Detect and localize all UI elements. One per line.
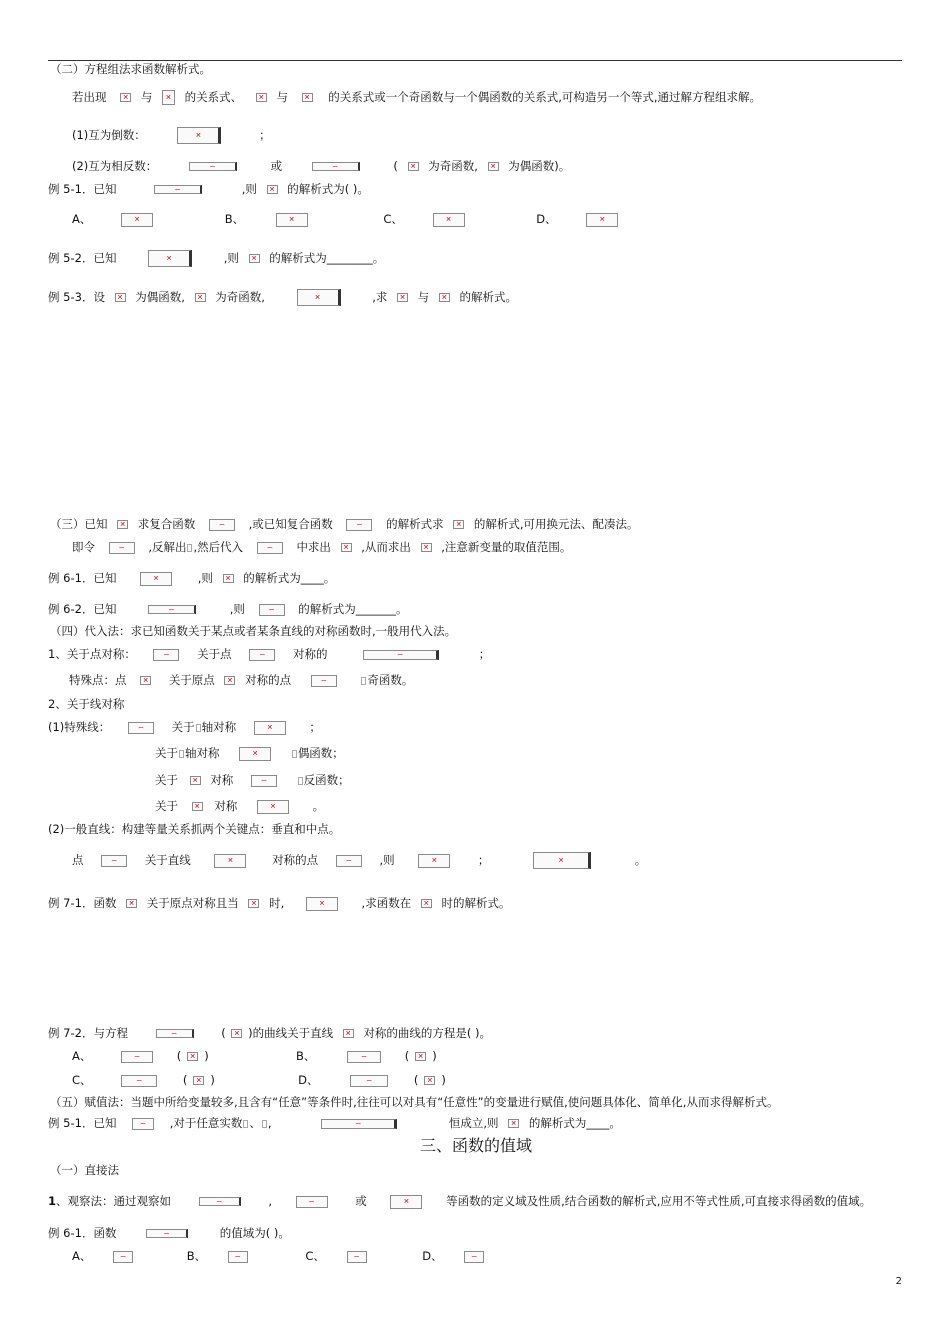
example-7-2: 例 7-2．与方程 ⌢ ( ✕ )的曲线关于直线 ✕ 对称的曲线的方程是( )。 — [48, 1025, 491, 1041]
example-7-1: 例 7-1．函数 ✕ 关于原点对称且当 ✕ 时, ✕ ,求函数在 ✕ 时的解析式。 — [48, 895, 511, 911]
formula-image — [408, 162, 419, 171]
special-line-y: 关于 轴对称 ✕ 偶函数； — [155, 745, 344, 761]
formula-image — [298, 777, 303, 785]
formula-image — [533, 852, 591, 869]
example-6-1-range-options: A、 ⌢ B、 ⌢ C、 ⌢ D、 ⌢ — [72, 1248, 484, 1264]
example-5-1: 例 5-1．已知 ⌢ ,则 ✕ 的解析式为( )。 — [48, 181, 369, 197]
special-line-yx: 关于 ✕ 对称 ⌢ 反函数； — [155, 772, 350, 788]
option-a-formula — [113, 1251, 133, 1263]
formula-image — [257, 542, 283, 554]
formula-image — [146, 1229, 188, 1238]
option-d-formula — [586, 213, 618, 227]
formula-image — [390, 1195, 422, 1209]
formula-image — [189, 162, 237, 171]
formula-image — [214, 854, 246, 868]
observation-method: 1、观察法：通过观察如 ⌢ , ⌢ 或 ✕ 等函数的定义域及性质,结合函数的解析式,应用不等式性质,可直接求得函数的值域。 — [48, 1193, 871, 1209]
formula-image — [421, 899, 432, 908]
option-c-formula — [347, 1251, 367, 1263]
option-d-formula — [350, 1075, 388, 1087]
formula-image — [193, 1076, 204, 1085]
formula-image — [154, 185, 202, 194]
formula-image — [262, 1120, 267, 1128]
example-5-3: 例 5-3．设 ✕ 为偶函数, ✕ 为奇函数, ✕ ,求 ✕ 与 ✕ 的解析式。 — [48, 289, 517, 306]
formula-image — [126, 899, 137, 908]
special-line-x: (1)特殊线： ⌢ 关于 轴对称 ✕ ； — [48, 719, 321, 735]
section-4-title: （四）代入法：求已知函数关于某点或者某条直线的对称函数时,一般用代入法。 — [50, 624, 457, 638]
example-7-2-options-ab: A、 ⌢ (✕ ) B、 ⌢ (✕ ) — [72, 1048, 437, 1064]
formula-image — [190, 776, 201, 785]
formula-image — [199, 1197, 241, 1206]
formula-image — [224, 676, 235, 685]
formula-image — [257, 800, 289, 814]
formula-image — [321, 1119, 397, 1129]
formula-image — [421, 543, 432, 552]
formula-image — [148, 250, 192, 267]
formula-image — [312, 162, 360, 171]
formula-image — [297, 289, 341, 306]
formula-image — [177, 127, 221, 144]
formula-image — [231, 1029, 242, 1038]
option-b-formula — [228, 1251, 248, 1263]
section-5-title: （五）赋值法：当题中所给变量较多,且含有“任意”等条件时,往往可以对具有“任意性”的变量进行赋值,使问题具体化、简单化,从而求得解析式。 — [50, 1095, 779, 1109]
section-2-title: （二）方程组法求函数解析式。 — [50, 62, 211, 76]
formula-image — [187, 544, 192, 552]
special-line-negyx: 关于 ✕ 对称 ✕ 。 — [155, 798, 324, 814]
formula-image — [117, 520, 128, 529]
formula-image — [153, 649, 179, 661]
formula-image — [453, 520, 464, 529]
formula-image — [132, 1118, 154, 1130]
example-5-1-options: A、 ✕ B、 ✕ C、 ✕ D、 ✕ — [72, 211, 618, 227]
formula-image — [254, 721, 286, 735]
section-3-title: （三）已知 ✕ 求复合函数 ⌢ ,或已知复合函数 ⌢ 的解析式求 ✕ 的解析式,可用换元法、配凑法。 — [50, 516, 639, 532]
option-a-formula — [121, 213, 153, 227]
formula-image — [267, 185, 278, 194]
formula-image — [341, 543, 352, 552]
formula-image — [239, 747, 271, 761]
example-5-2: 例 5-2．已知 ✕ ,则 ✕ 的解析式为________。 — [48, 250, 384, 267]
option-a-formula — [121, 1051, 153, 1063]
formula-image — [243, 1120, 248, 1128]
section-3-substitution: 即令 ⌢ ,反解出 ,然后代入 ⌢ 中求出 ✕ ,从而求出 ✕ ,注意新变量的取值范围。 — [72, 539, 571, 555]
formula-image — [128, 722, 154, 734]
formula-image — [306, 897, 338, 911]
general-line-title: (2)一般直线：构建等量关系抓两个关键点：垂直和中点。 — [48, 822, 341, 836]
general-line-formula: 点 ⌢ 关于直线 ✕ 对称的点 ⌢ ,则 ✕ ； ✕ 。 — [72, 852, 646, 869]
formula-image — [192, 802, 203, 811]
option-c-formula — [121, 1075, 157, 1087]
formula-image — [256, 93, 267, 102]
formula-image — [424, 1076, 435, 1085]
formula-image — [248, 899, 259, 908]
direct-method-title: （一）直接法 — [50, 1163, 119, 1177]
formula-image — [115, 293, 126, 302]
point-symmetry: 1、关于点对称： ⌢ 关于点 ⌢ 对称的 ⌢ ； — [48, 646, 490, 662]
formula-image — [292, 750, 297, 758]
formula-image — [120, 93, 131, 102]
formula-image — [195, 293, 206, 302]
formula-image — [249, 649, 275, 661]
formula-image — [361, 677, 366, 685]
formula-image — [296, 1196, 328, 1208]
line-symmetry-title: 2、关于线对称 — [48, 697, 125, 711]
formula-image — [109, 542, 135, 554]
option-b-formula — [276, 213, 308, 227]
chapter-3-heading: 三、函数的值域 — [420, 1136, 533, 1155]
formula-image — [162, 90, 175, 105]
formula-image — [140, 572, 172, 586]
formula-image — [249, 254, 260, 263]
formula-image — [336, 855, 362, 867]
formula-image — [343, 1029, 354, 1038]
option-d-formula — [464, 1251, 484, 1263]
formula-image — [148, 605, 196, 614]
formula-image — [397, 293, 408, 302]
formula-image — [488, 162, 499, 171]
formula-image — [311, 675, 337, 687]
formula-image — [418, 854, 450, 868]
example-5-1-assignment: 例 5-1．已知 ⌢ ,对于任意实数 、 , ⌢ 恒成立,则 ✕ 的解析式为____。 — [48, 1115, 621, 1131]
formula-image — [439, 293, 450, 302]
reciprocal-line: (1)互为倒数： ✕ ； — [72, 127, 271, 144]
formula-image — [187, 1052, 198, 1061]
formula-image — [259, 604, 285, 616]
example-6-1: 例 6-1．已知 ✕ ,则 ✕ 的解析式为____。 — [48, 570, 335, 586]
page-number: 2 — [895, 1276, 902, 1287]
formula-image — [223, 574, 234, 583]
formula-image — [302, 93, 313, 102]
formula-image — [196, 724, 201, 732]
formula-image — [179, 750, 184, 758]
formula-image — [508, 1119, 519, 1128]
example-6-2: 例 6-2．已知 ⌢ ,则 ⌢ 的解析式为_______。 — [48, 601, 407, 617]
section-2-intro: 若出现 ✕ 与 ✕ 的关系式、 ✕ 与 ✕ 的关系式或一个奇函数与一个偶函数的关系式,可构造另一个等式,通过解方程组求解。 — [72, 89, 761, 105]
special-point: 特殊点：点 ✕ 关于原点 ✕ 对称的点 ⌢ 奇函数。 — [69, 672, 413, 688]
opposite-line: (2)互为相反数： ⌢ 或 ⌢ ( ✕ 为奇函数, ✕ 为偶函数)。 — [72, 158, 570, 174]
formula-image — [156, 1029, 194, 1038]
formula-image — [140, 676, 151, 685]
formula-image — [101, 855, 127, 867]
example-7-2-options-cd: C、 ⌢ (✕ ) D、 ⌢ (✕ ) — [72, 1072, 446, 1088]
option-c-formula — [433, 213, 465, 227]
example-6-1-range: 例 6-1．函数 ⌢ 的值域为( )。 — [48, 1225, 290, 1241]
formula-image — [363, 650, 439, 660]
formula-image — [415, 1052, 426, 1061]
option-b-formula — [347, 1051, 381, 1063]
formula-image — [251, 775, 277, 787]
formula-image — [346, 519, 372, 531]
formula-image — [209, 519, 235, 531]
